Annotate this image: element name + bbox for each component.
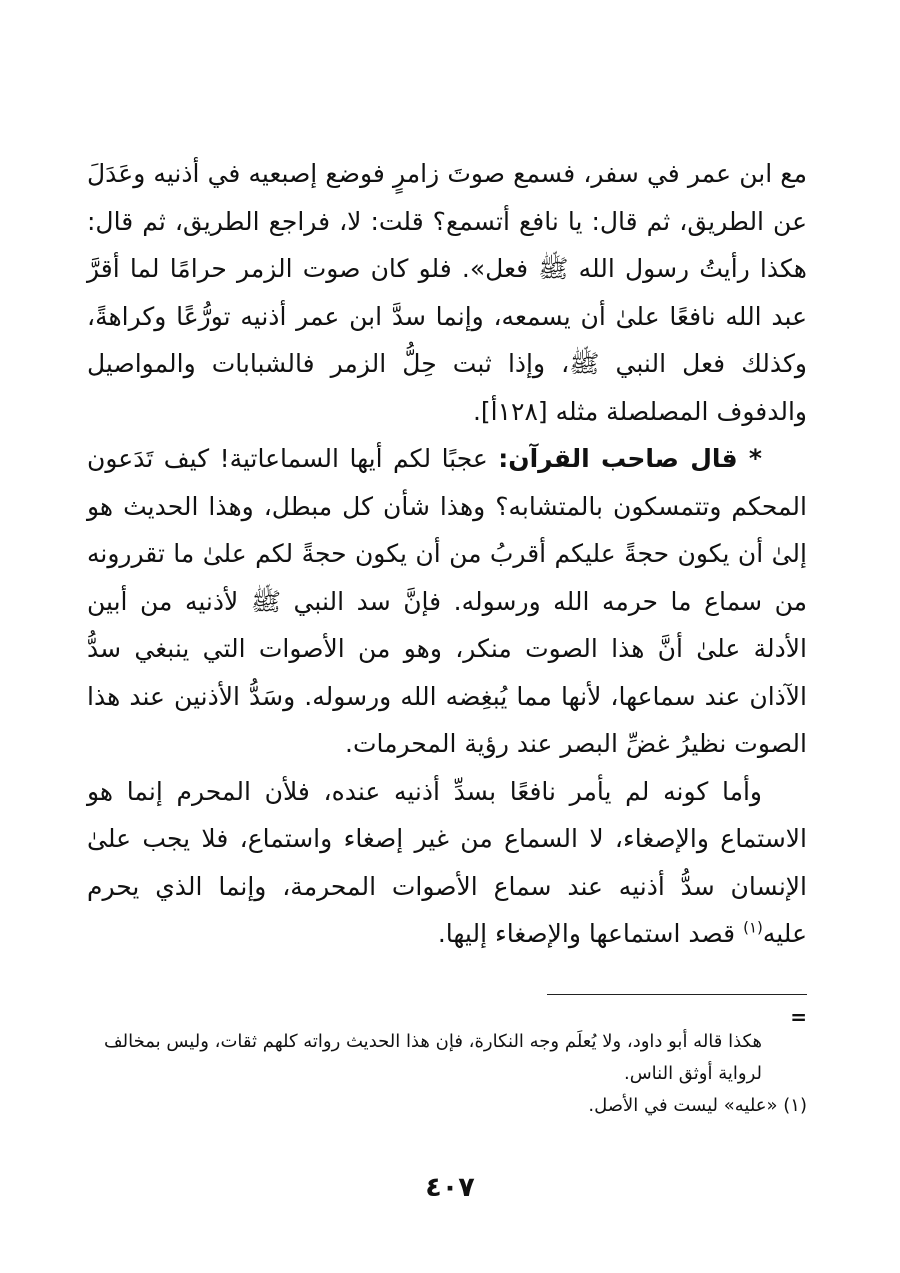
paragraph-1: مع ابن عمر في سفر، فسمع صوتَ زامرٍ فوضع إصبعيه في أذنيه وعَدَلَ عن الطريق، ثم قال: يا نافع أتسمع؟ قلت: لا، فراجع الطريق، ثم قال: هكذا رأيتُ رسول الله ﷺ فعل». فلو كان صوت الزمر حرامًا لما أقرَّ عبد الله نافعًا علىٰ أن يسمعه، وإنما سدَّ ابن عمر أذنيه تورُّعًا وكراهةً، وكذلك فعل النبي ﷺ، وإذا ثبت حِلُّ الزمر فالشبابات والمواصيل والدفوف المصلصلة مثله [١٢٨أ].: [87, 159, 807, 426]
paragraph-2: [87, 435, 807, 768]
footnote-1: (١) «عليه» ليست في الأصل.: [588, 1095, 807, 1116]
paragraph-2-text: عجبًا لكم أيها السماعاتية! كيف تَدَعون المحكم وتتمسكون بالمتشابه؟ وهذا شأن كل مبطل، وهذا الحديث هو إلىٰ أن يكون حجةً عليكم أقربُ من أن يكون حجةً لكم علىٰ ما تقررونه من سماع ما حرمه الله ورسوله. فإنَّ سد النبي ﷺ لأذنيه من أبين الأدلة علىٰ أنَّ هذا الصوت منكر، وهو من الأصوات التي ينبغي سدُّ الآذان عند سماعها، لأنها مما يُبغِضه الله ورسوله. وسَدُّ الأذنين عند هذا الصوت نظيرُ غضِّ البصر عند رؤية المحرمات.: [87, 444, 807, 758]
footnote-separator: [547, 994, 807, 995]
page-number: ٤٠٧: [425, 1172, 475, 1203]
footnotes: [87, 1005, 807, 1122]
paragraph-2-lead: * قال صاحب القرآن:: [498, 444, 762, 473]
paragraph-3-text: وأما كونه لم يأمر نافعًا بسدِّ أذنيه عنده، فلأن المحرم إنما هو الاستماع والإصغاء، لا السماع من غير إصغاء واستماع، فلا يجب علىٰ الإنسان سدُّ أذنيه عند سماع الأصوات المحرمة، وإنما الذي يحرم عليه: [87, 776, 807, 948]
paragraph-3-end: قصد استماعها والإصغاء إليها.: [437, 919, 744, 948]
paragraph-3: [87, 768, 807, 958]
footnote-continuation: هكذا قاله أبو داود، ولا يُعلَم وجه النكارة، فإن هذا الحديث رواته كلهم ثقات، وليس بمخالف لرواية أوثق الناس.: [104, 1031, 762, 1084]
footnote-continuation-mark: =: [790, 1005, 807, 1029]
footnote-ref-1: (١): [743, 918, 763, 937]
main-text: [87, 150, 807, 958]
